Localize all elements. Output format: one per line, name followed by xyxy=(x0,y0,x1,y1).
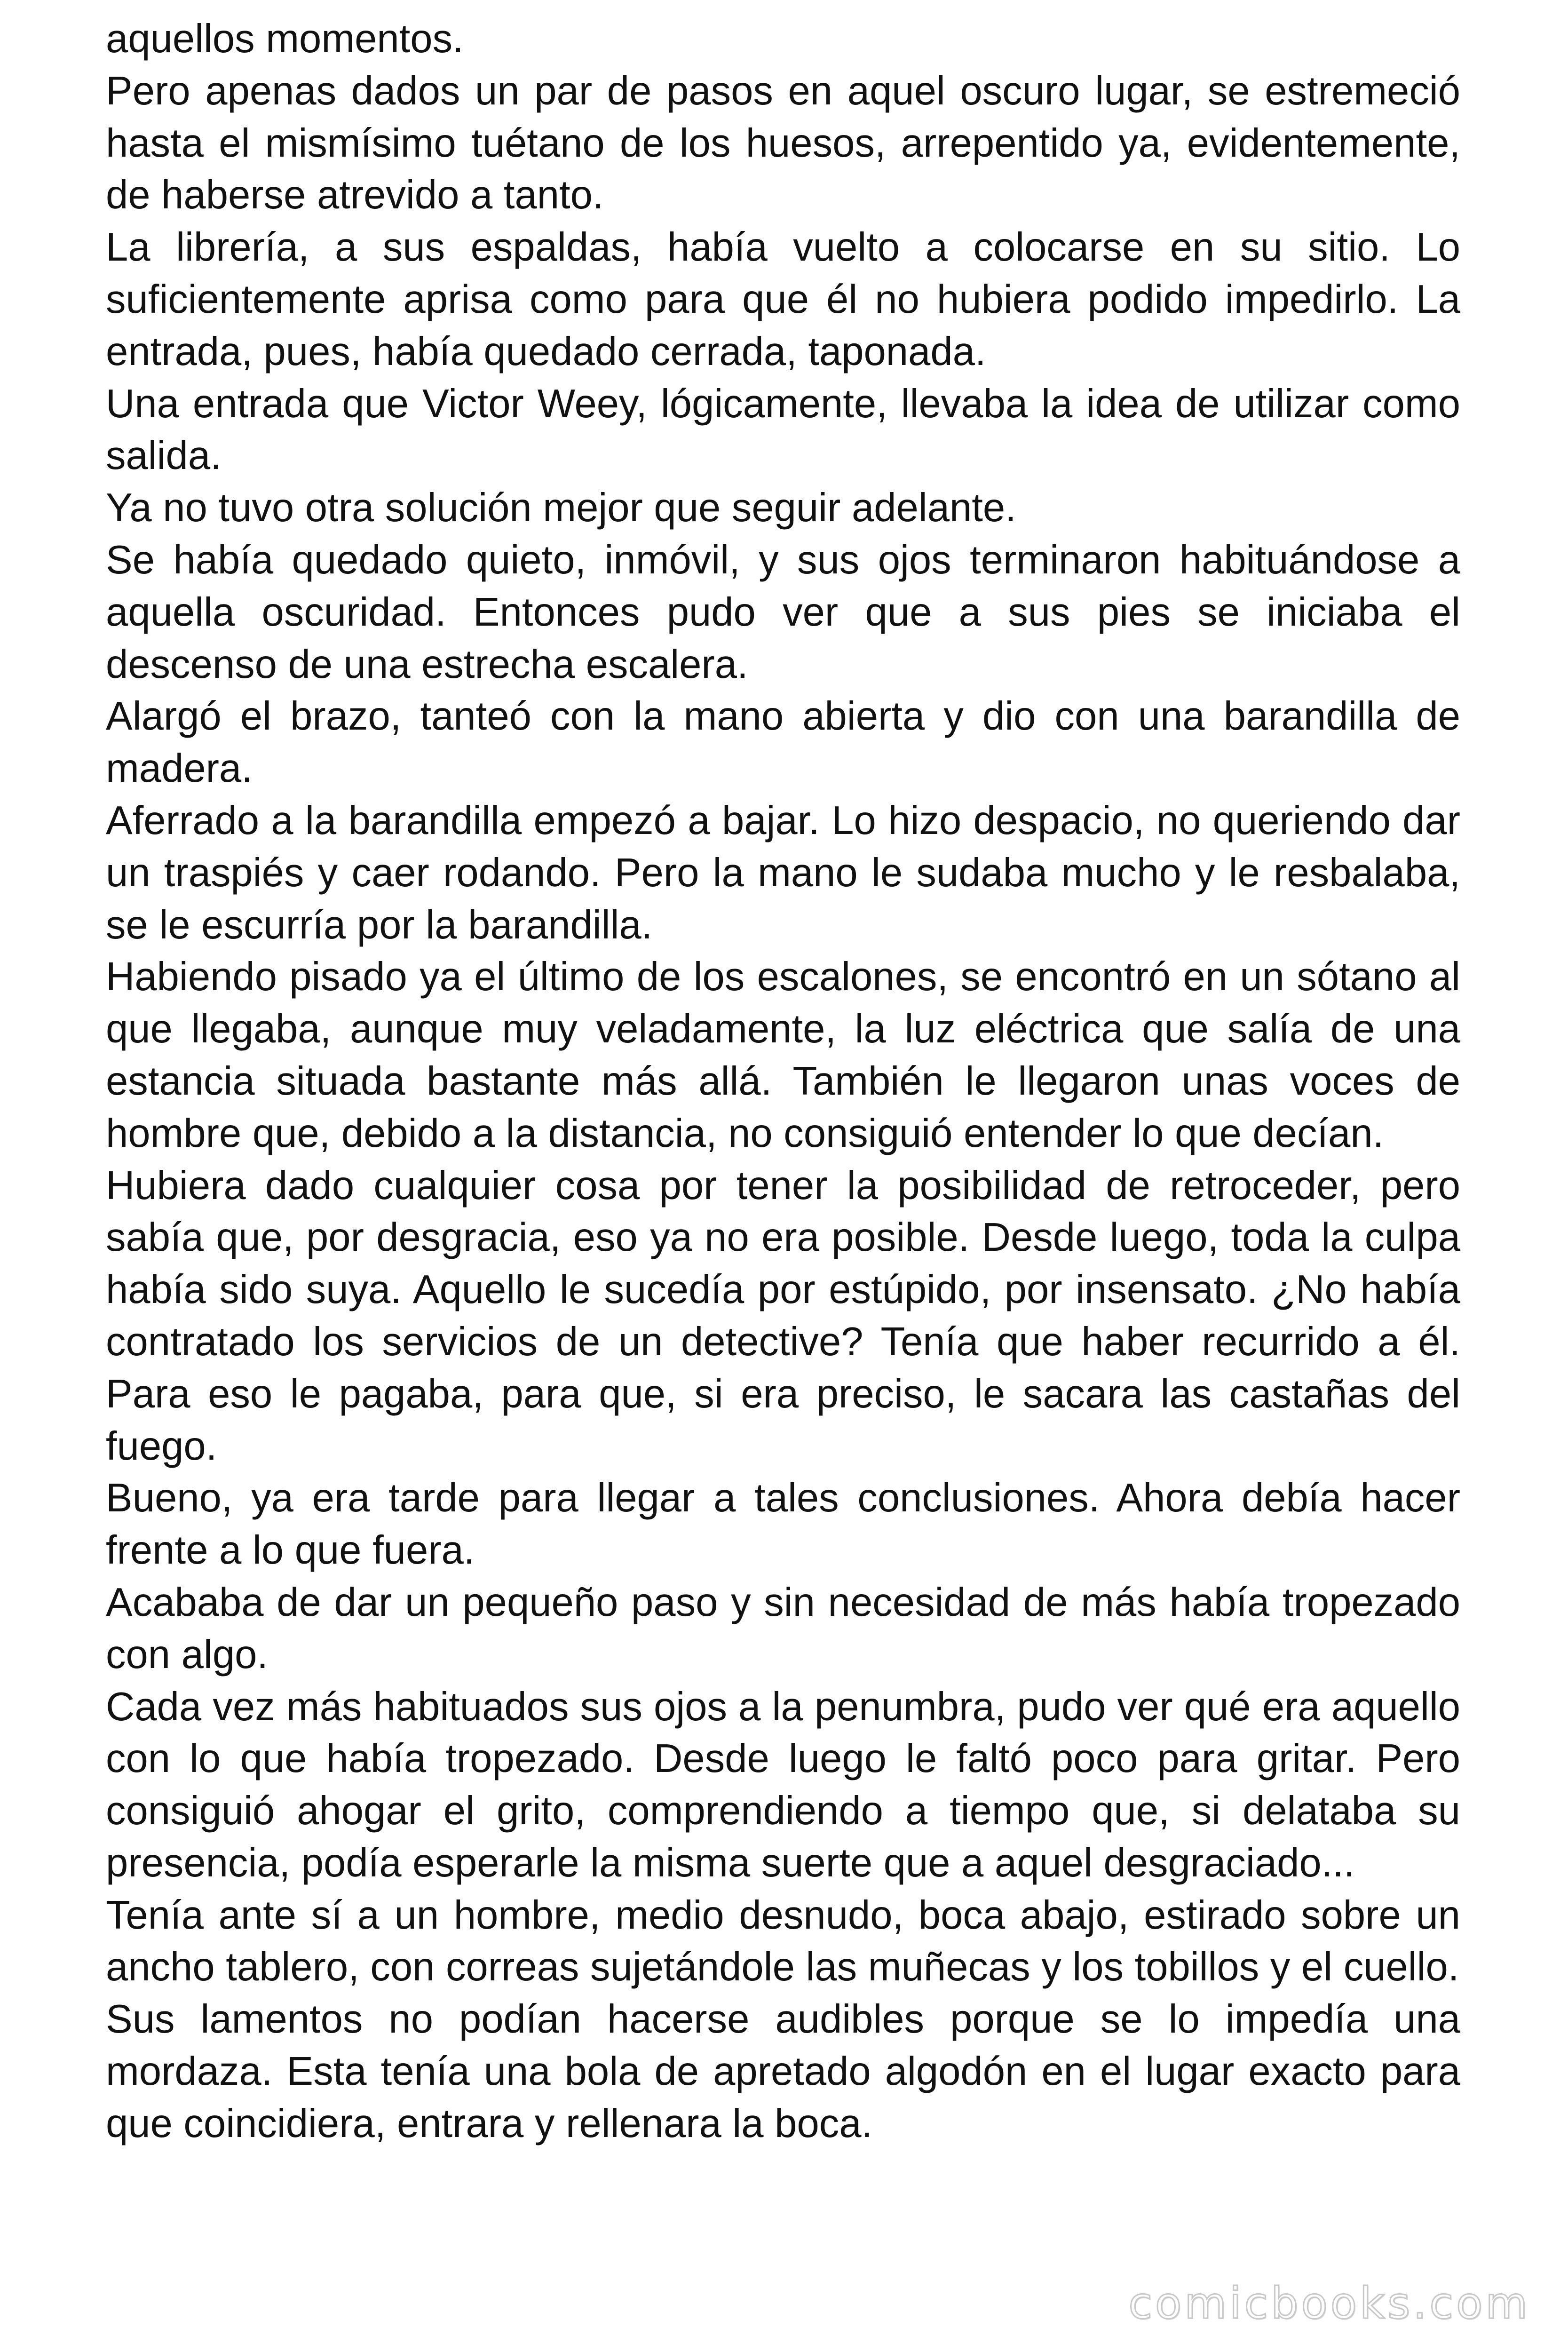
paragraph: La librería, a sus espaldas, había vuelto a colocarse en su sitio. Lo suficientemente aprisa como para que él no hubiera podido impedirlo. La entrada, pues, había quedado cerrada, taponada. xyxy=(106,225,1460,374)
paragraph: Acababa de dar un pequeño paso y sin necesidad de más había tropezado con algo. xyxy=(106,1580,1460,1677)
paragraph: Pero apenas dados un par de pasos en aquel oscuro lugar, se estremeció hasta el mismísimo tuétano de los huesos, arrepentido ya, evidentemente, de haberse atrevido a tanto. xyxy=(106,68,1460,218)
paragraph: Cada vez más habituados sus ojos a la penumbra, pudo ver qué era aquello con lo que había tropezado. Desde luego le faltó poco para gritar. Pero consiguió ahogar el grito, comprendiendo a tiempo que, si delataba su presencia, podía esperarle la misma suerte que a aquel desgraciado... xyxy=(106,1684,1460,1885)
paragraph: Habiendo pisado ya el último de los escalones, se encontró en un sótano al que llegaba, aunque muy veladamente, la luz eléctrica que salía de una estancia situada bastante más allá. También le llegaron unas voces de hombre que, debido a la distancia, no consiguió entender lo que decían. xyxy=(106,954,1460,1156)
paragraph: Ya no tuvo otra solución mejor que seguir adelante. xyxy=(106,485,1016,531)
paragraph: Una entrada que Victor Weey, lógicamente, llevaba la idea de utilizar como salida. xyxy=(106,381,1460,478)
paragraph: aquellos momentos. xyxy=(106,16,464,61)
document-page xyxy=(106,13,1460,2309)
paragraph: Tenía ante sí a un hombre, medio desnudo, boca abajo, estirado sobre un ancho tablero, con correas sujetándole las muñecas y los tobillos y el cuello. xyxy=(106,1892,1460,1990)
paragraph: Hubiera dado cualquier cosa por tener la posibilidad de retroceder, pero sabía que, por desgracia, eso ya no era posible. Desde luego, toda la culpa había sido suya. Aquello le sucedía por estúpido, por insensato. ¿No había contratado los servicios de un detective? Tenía que haber recurrido a él. Para eso le pagaba, para que, si era preciso, le sacara las castañas del fuego. xyxy=(106,1163,1460,1469)
watermark-logo: comicbooks.com xyxy=(1128,2278,1530,2328)
paragraph: Sus lamentos no podían hacerse audibles porque se lo impedía una mordaza. Esta tenía una bola de apretado algodón en el lugar exacto para que coincidiera, entrara y rellenara la boca. xyxy=(106,1997,1460,2146)
paragraph: Se había quedado quieto, inmóvil, y sus ojos terminaron habituándose a aquella oscuridad. Entonces pudo ver que a sus pies se iniciaba el descenso de una estrecha escalera. xyxy=(106,537,1460,687)
paragraph: Aferrado a la barandilla empezó a bajar. Lo hizo despacio, no queriendo dar un traspiés y caer rodando. Pero la mano le sudaba mucho y le resbalaba, se le escurría por la barandilla. xyxy=(106,798,1460,947)
paragraph: Bueno, ya era tarde para llegar a tales conclusiones. Ahora debía hacer frente a lo que fuera. xyxy=(106,1476,1460,1573)
paragraph: Alargó el brazo, tanteó con la mano abierta y dio con una barandilla de madera. xyxy=(106,694,1460,791)
